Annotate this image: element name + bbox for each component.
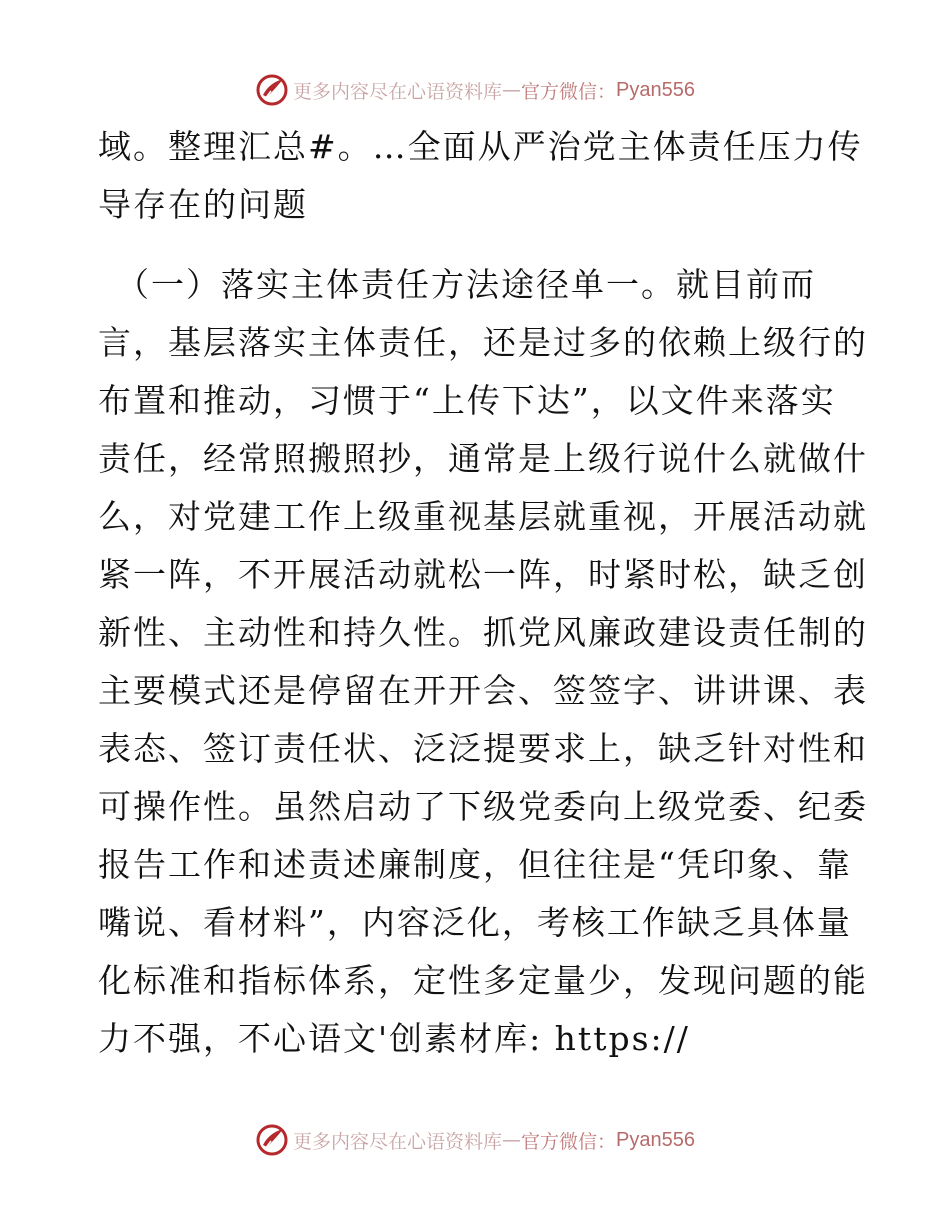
body-line: 么，对党建工作上级重视基层就重视，开展活动就	[98, 497, 868, 536]
paragraph-gap	[98, 234, 858, 256]
banner-wechat-id: Pyan556	[616, 1128, 695, 1151]
banner-wechat-label: 官方微信：	[521, 80, 617, 103]
quill-logo-icon	[255, 73, 289, 107]
body-line: 可操作性。虽然启动了下级党委向上级党委、纪委	[98, 787, 868, 826]
banner-main-text: 更多内容尽在心语资料库	[293, 1130, 503, 1153]
header-watermark-banner	[0, 70, 950, 110]
body-line: 力不强，不心语文'创素材库: https://	[98, 1019, 690, 1058]
body-line: 报告工作和述责述廉制度，但往往是“凭印象、靠	[98, 845, 852, 884]
body-line: 言，基层落实主体责任，还是过多的依赖上级行的	[98, 323, 868, 362]
banner-main-text: 更多内容尽在心语资料库	[293, 80, 503, 103]
body-line: 导存在的问题	[98, 185, 308, 224]
quill-logo-icon	[255, 1123, 289, 1157]
body-line: 域。整理汇总#。…全面从严治党主体责任压力传	[98, 127, 863, 166]
banner-dash: —	[502, 79, 522, 101]
document-body	[98, 118, 868, 1068]
body-line: 紧一阵，不开展活动就松一阵，时紧时松，缺乏创	[98, 555, 868, 594]
body-line: 表态、签订责任状、泛泛提要求上，缺乏针对性和	[98, 729, 868, 768]
body-line: （一）落实主体责任方法途径单一。就目前而	[116, 265, 816, 304]
body-line: 主要模式还是停留在开开会、签签字、讲讲课、表	[98, 671, 868, 710]
body-line: 嘴说、看材料”，内容泛化，考核工作缺乏具体量	[98, 903, 852, 942]
body-line: 布置和推动，习惯于“上传下达”，以文件来落实	[98, 381, 836, 420]
body-line: 化标准和指标体系，定性多定量少，发现问题的能	[98, 961, 868, 1000]
banner-dash: —	[502, 1129, 522, 1151]
footer-watermark-banner	[0, 1120, 950, 1160]
banner-wechat-label: 官方微信：	[521, 1130, 617, 1153]
body-line: 新性、主动性和持久性。抓党风廉政建设责任制的	[98, 613, 868, 652]
body-line: 责任，经常照搬照抄，通常是上级行说什么就做什	[98, 439, 868, 478]
banner-wechat-id: Pyan556	[616, 78, 695, 101]
